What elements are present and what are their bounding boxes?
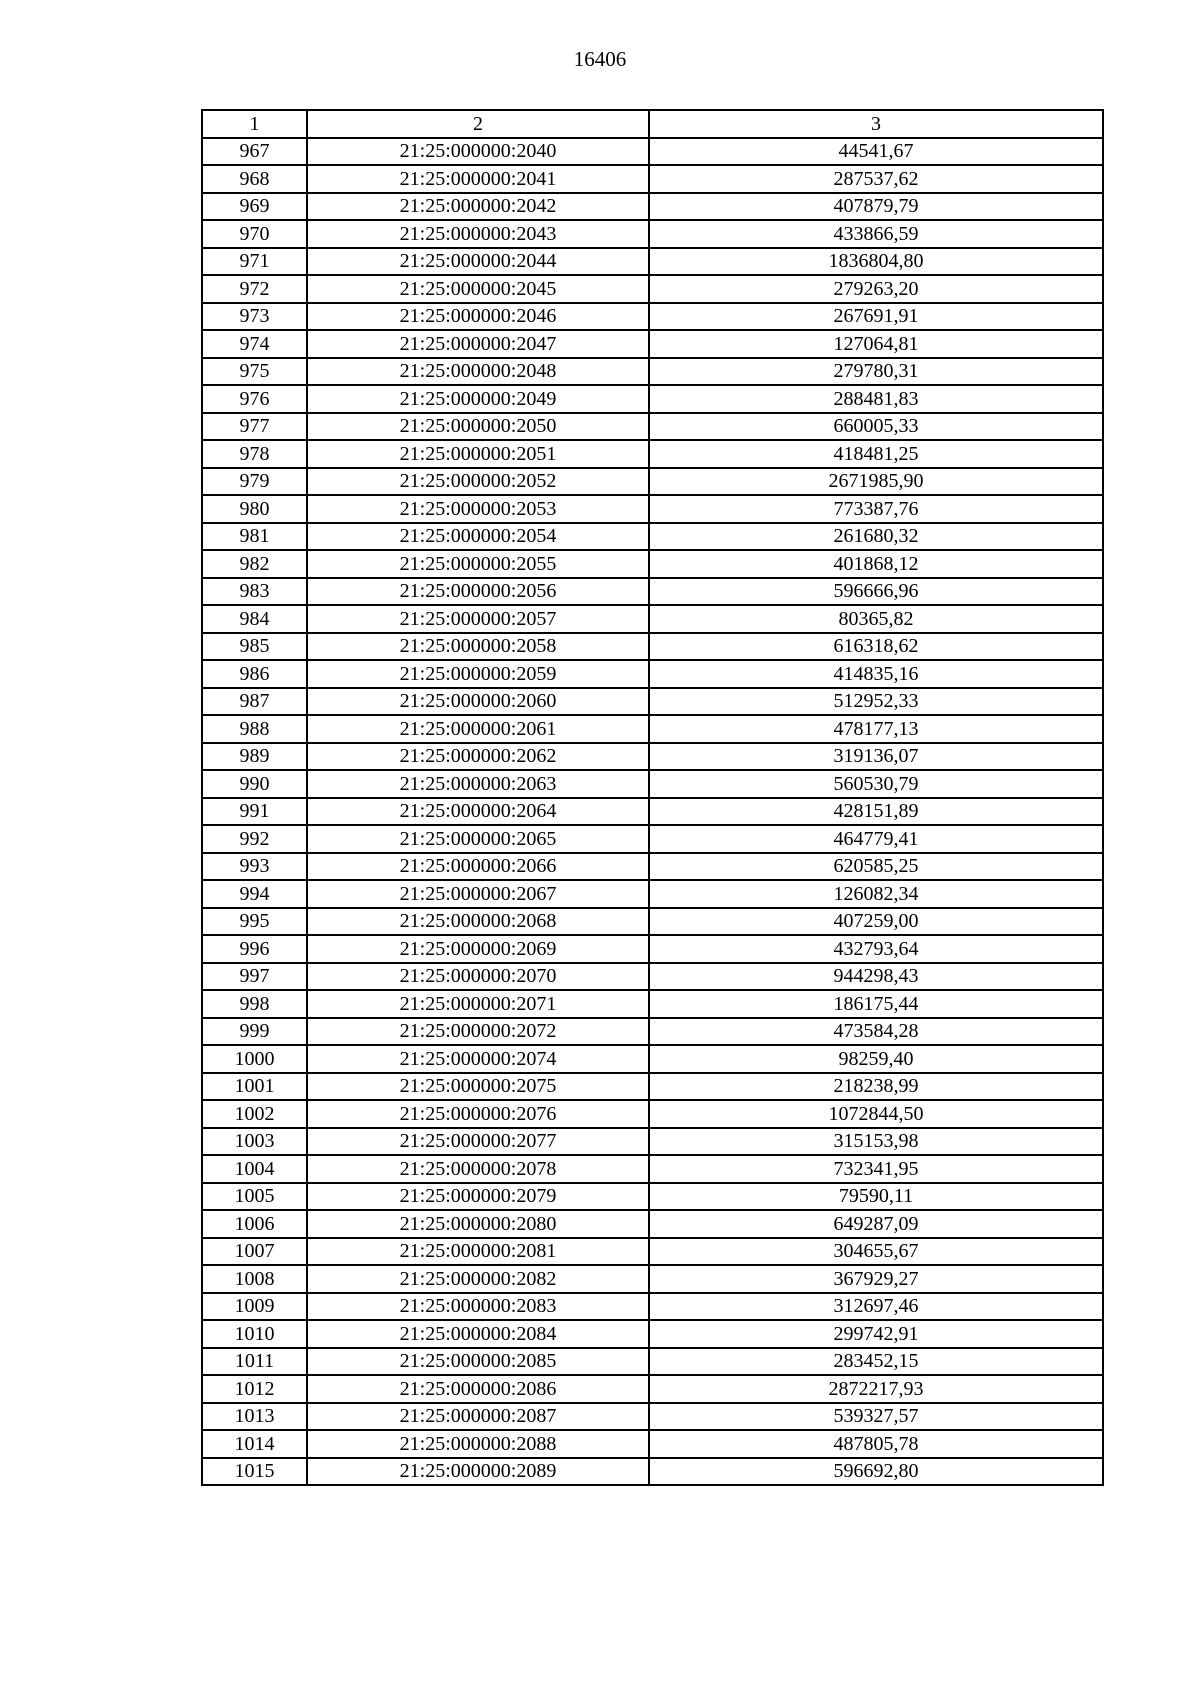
row-number-cell: 991 [202, 798, 307, 826]
value-cell: 319136,07 [649, 743, 1103, 771]
table-row [202, 743, 1103, 771]
value-cell: 732341,95 [649, 1155, 1103, 1183]
cadastral-number-cell: 21:25:000000:2064 [307, 798, 649, 826]
cadastral-number-cell: 21:25:000000:2066 [307, 853, 649, 881]
value-cell: 126082,34 [649, 880, 1103, 908]
row-number-cell: 975 [202, 358, 307, 386]
cadastral-number-cell: 21:25:000000:2089 [307, 1458, 649, 1486]
table-row [202, 1293, 1103, 1321]
table-row [202, 523, 1103, 551]
table-row [202, 468, 1103, 496]
cadastral-number-cell: 21:25:000000:2053 [307, 495, 649, 523]
row-number-cell: 983 [202, 578, 307, 606]
table-row [202, 1073, 1103, 1101]
cadastral-number-cell: 21:25:000000:2072 [307, 1018, 649, 1046]
cadastral-number-cell: 21:25:000000:2080 [307, 1210, 649, 1238]
value-cell: 98259,40 [649, 1045, 1103, 1073]
value-cell: 299742,91 [649, 1320, 1103, 1348]
row-number-cell: 1014 [202, 1430, 307, 1458]
row-number-cell: 996 [202, 935, 307, 963]
table-row [202, 495, 1103, 523]
column-header-1: 1 [202, 110, 307, 138]
value-cell: 433866,59 [649, 220, 1103, 248]
table-row [202, 1045, 1103, 1073]
row-number-cell: 1002 [202, 1100, 307, 1128]
value-cell: 127064,81 [649, 330, 1103, 358]
cadastral-number-cell: 21:25:000000:2043 [307, 220, 649, 248]
cadastral-number-cell: 21:25:000000:2068 [307, 908, 649, 936]
row-number-cell: 1001 [202, 1073, 307, 1101]
cadastral-number-cell: 21:25:000000:2069 [307, 935, 649, 963]
table-row [202, 275, 1103, 303]
row-number-cell: 1005 [202, 1183, 307, 1211]
value-cell: 80365,82 [649, 605, 1103, 633]
table-row [202, 193, 1103, 221]
row-number-cell: 971 [202, 248, 307, 276]
row-number-cell: 988 [202, 715, 307, 743]
table-row [202, 358, 1103, 386]
table-row [202, 330, 1103, 358]
value-cell: 1072844,50 [649, 1100, 1103, 1128]
cadastral-number-cell: 21:25:000000:2081 [307, 1238, 649, 1266]
cadastral-number-cell: 21:25:000000:2050 [307, 413, 649, 441]
value-cell: 186175,44 [649, 990, 1103, 1018]
row-number-cell: 1008 [202, 1265, 307, 1293]
cadastral-number-cell: 21:25:000000:2082 [307, 1265, 649, 1293]
row-number-cell: 984 [202, 605, 307, 633]
data-table [201, 109, 1104, 1486]
table-row [202, 413, 1103, 441]
value-cell: 1836804,80 [649, 248, 1103, 276]
value-cell: 2671985,90 [649, 468, 1103, 496]
row-number-cell: 997 [202, 963, 307, 991]
row-number-cell: 979 [202, 468, 307, 496]
row-number-cell: 972 [202, 275, 307, 303]
cadastral-number-cell: 21:25:000000:2085 [307, 1348, 649, 1376]
row-number-cell: 978 [202, 440, 307, 468]
value-cell: 401868,12 [649, 550, 1103, 578]
page-number: 16406 [573, 47, 627, 71]
table-row [202, 578, 1103, 606]
row-number-cell: 970 [202, 220, 307, 248]
row-number-cell: 987 [202, 688, 307, 716]
row-number-cell: 967 [202, 138, 307, 166]
header-row [202, 110, 1103, 138]
table-row [202, 1018, 1103, 1046]
cadastral-number-cell: 21:25:000000:2048 [307, 358, 649, 386]
cadastral-number-cell: 21:25:000000:2071 [307, 990, 649, 1018]
value-cell: 367929,27 [649, 1265, 1103, 1293]
cadastral-number-cell: 21:25:000000:2045 [307, 275, 649, 303]
cadastral-number-cell: 21:25:000000:2058 [307, 633, 649, 661]
table-row [202, 1265, 1103, 1293]
table-row [202, 1155, 1103, 1183]
cadastral-number-cell: 21:25:000000:2049 [307, 385, 649, 413]
cadastral-number-cell: 21:25:000000:2047 [307, 330, 649, 358]
table-row [202, 1458, 1103, 1486]
value-cell: 596692,80 [649, 1458, 1103, 1486]
value-cell: 773387,76 [649, 495, 1103, 523]
cadastral-number-cell: 21:25:000000:2042 [307, 193, 649, 221]
value-cell: 649287,09 [649, 1210, 1103, 1238]
column-header-2: 2 [307, 110, 649, 138]
row-number-cell: 998 [202, 990, 307, 1018]
table-row [202, 165, 1103, 193]
cadastral-number-cell: 21:25:000000:2086 [307, 1375, 649, 1403]
cadastral-number-cell: 21:25:000000:2088 [307, 1430, 649, 1458]
value-cell: 279263,20 [649, 275, 1103, 303]
cadastral-number-cell: 21:25:000000:2059 [307, 660, 649, 688]
table-row [202, 825, 1103, 853]
row-number-cell: 977 [202, 413, 307, 441]
cadastral-number-cell: 21:25:000000:2061 [307, 715, 649, 743]
table-row [202, 853, 1103, 881]
cadastral-number-cell: 21:25:000000:2044 [307, 248, 649, 276]
row-number-cell: 973 [202, 303, 307, 331]
value-cell: 414835,16 [649, 660, 1103, 688]
table-row [202, 1100, 1103, 1128]
row-number-cell: 1007 [202, 1238, 307, 1266]
cadastral-number-cell: 21:25:000000:2062 [307, 743, 649, 771]
value-cell: 261680,32 [649, 523, 1103, 551]
value-cell: 312697,46 [649, 1293, 1103, 1321]
cadastral-number-cell: 21:25:000000:2065 [307, 825, 649, 853]
table-row [202, 1238, 1103, 1266]
cadastral-number-cell: 21:25:000000:2084 [307, 1320, 649, 1348]
row-number-cell: 1011 [202, 1348, 307, 1376]
row-number-cell: 1012 [202, 1375, 307, 1403]
cadastral-number-cell: 21:25:000000:2074 [307, 1045, 649, 1073]
table-row [202, 715, 1103, 743]
cadastral-number-cell: 21:25:000000:2070 [307, 963, 649, 991]
row-number-cell: 990 [202, 770, 307, 798]
table-row [202, 138, 1103, 166]
cadastral-number-cell: 21:25:000000:2040 [307, 138, 649, 166]
table-row [202, 385, 1103, 413]
cadastral-number-cell: 21:25:000000:2078 [307, 1155, 649, 1183]
table-row [202, 1348, 1103, 1376]
table-row [202, 880, 1103, 908]
row-number-cell: 992 [202, 825, 307, 853]
row-number-cell: 1003 [202, 1128, 307, 1156]
row-number-cell: 994 [202, 880, 307, 908]
table-row [202, 1375, 1103, 1403]
table-row [202, 935, 1103, 963]
row-number-cell: 980 [202, 495, 307, 523]
cadastral-number-cell: 21:25:000000:2054 [307, 523, 649, 551]
value-cell: 428151,89 [649, 798, 1103, 826]
row-number-cell: 1004 [202, 1155, 307, 1183]
value-cell: 660005,33 [649, 413, 1103, 441]
value-cell: 407259,00 [649, 908, 1103, 936]
value-cell: 512952,33 [649, 688, 1103, 716]
cadastral-number-cell: 21:25:000000:2041 [307, 165, 649, 193]
value-cell: 315153,98 [649, 1128, 1103, 1156]
row-number-cell: 1015 [202, 1458, 307, 1486]
table-row [202, 770, 1103, 798]
table-row [202, 1320, 1103, 1348]
table-row [202, 248, 1103, 276]
cadastral-number-cell: 21:25:000000:2075 [307, 1073, 649, 1101]
cadastral-number-cell: 21:25:000000:2087 [307, 1403, 649, 1431]
table-row [202, 605, 1103, 633]
cadastral-number-cell: 21:25:000000:2060 [307, 688, 649, 716]
value-cell: 2872217,93 [649, 1375, 1103, 1403]
row-number-cell: 981 [202, 523, 307, 551]
row-number-cell: 986 [202, 660, 307, 688]
value-cell: 616318,62 [649, 633, 1103, 661]
row-number-cell: 1000 [202, 1045, 307, 1073]
value-cell: 432793,64 [649, 935, 1103, 963]
value-cell: 487805,78 [649, 1430, 1103, 1458]
value-cell: 560530,79 [649, 770, 1103, 798]
value-cell: 944298,43 [649, 963, 1103, 991]
row-number-cell: 989 [202, 743, 307, 771]
table-row [202, 688, 1103, 716]
table-row [202, 633, 1103, 661]
value-cell: 287537,62 [649, 165, 1103, 193]
table-header [202, 110, 1103, 138]
value-cell: 539327,57 [649, 1403, 1103, 1431]
cadastral-number-cell: 21:25:000000:2079 [307, 1183, 649, 1211]
table-row [202, 1128, 1103, 1156]
table-row [202, 550, 1103, 578]
cadastral-number-cell: 21:25:000000:2052 [307, 468, 649, 496]
cadastral-number-cell: 21:25:000000:2051 [307, 440, 649, 468]
row-number-cell: 974 [202, 330, 307, 358]
cadastral-number-cell: 21:25:000000:2055 [307, 550, 649, 578]
value-cell: 473584,28 [649, 1018, 1103, 1046]
value-cell: 304655,67 [649, 1238, 1103, 1266]
row-number-cell: 982 [202, 550, 307, 578]
row-number-cell: 976 [202, 385, 307, 413]
table-row [202, 1403, 1103, 1431]
cadastral-number-cell: 21:25:000000:2077 [307, 1128, 649, 1156]
table-row [202, 1430, 1103, 1458]
row-number-cell: 1006 [202, 1210, 307, 1238]
cadastral-number-cell: 21:25:000000:2057 [307, 605, 649, 633]
table-row [202, 660, 1103, 688]
value-cell: 44541,67 [649, 138, 1103, 166]
row-number-cell: 985 [202, 633, 307, 661]
value-cell: 478177,13 [649, 715, 1103, 743]
row-number-cell: 995 [202, 908, 307, 936]
table-row [202, 908, 1103, 936]
row-number-cell: 1013 [202, 1403, 307, 1431]
table-row [202, 963, 1103, 991]
value-cell: 407879,79 [649, 193, 1103, 221]
row-number-cell: 1009 [202, 1293, 307, 1321]
value-cell: 620585,25 [649, 853, 1103, 881]
value-cell: 288481,83 [649, 385, 1103, 413]
table-row [202, 1183, 1103, 1211]
row-number-cell: 993 [202, 853, 307, 881]
value-cell: 79590,11 [649, 1183, 1103, 1211]
value-cell: 418481,25 [649, 440, 1103, 468]
cadastral-number-cell: 21:25:000000:2076 [307, 1100, 649, 1128]
row-number-cell: 968 [202, 165, 307, 193]
column-header-3: 3 [649, 110, 1103, 138]
table-body [202, 138, 1103, 1486]
value-cell: 596666,96 [649, 578, 1103, 606]
cadastral-number-cell: 21:25:000000:2046 [307, 303, 649, 331]
cadastral-number-cell: 21:25:000000:2083 [307, 1293, 649, 1321]
table-row [202, 990, 1103, 1018]
row-number-cell: 1010 [202, 1320, 307, 1348]
value-cell: 283452,15 [649, 1348, 1103, 1376]
value-cell: 464779,41 [649, 825, 1103, 853]
row-number-cell: 999 [202, 1018, 307, 1046]
cadastral-number-cell: 21:25:000000:2067 [307, 880, 649, 908]
table-row [202, 220, 1103, 248]
table-row [202, 798, 1103, 826]
value-cell: 279780,31 [649, 358, 1103, 386]
row-number-cell: 969 [202, 193, 307, 221]
value-cell: 267691,91 [649, 303, 1103, 331]
table-row [202, 1210, 1103, 1238]
cadastral-number-cell: 21:25:000000:2056 [307, 578, 649, 606]
table-row [202, 303, 1103, 331]
table-row [202, 440, 1103, 468]
cadastral-number-cell: 21:25:000000:2063 [307, 770, 649, 798]
value-cell: 218238,99 [649, 1073, 1103, 1101]
